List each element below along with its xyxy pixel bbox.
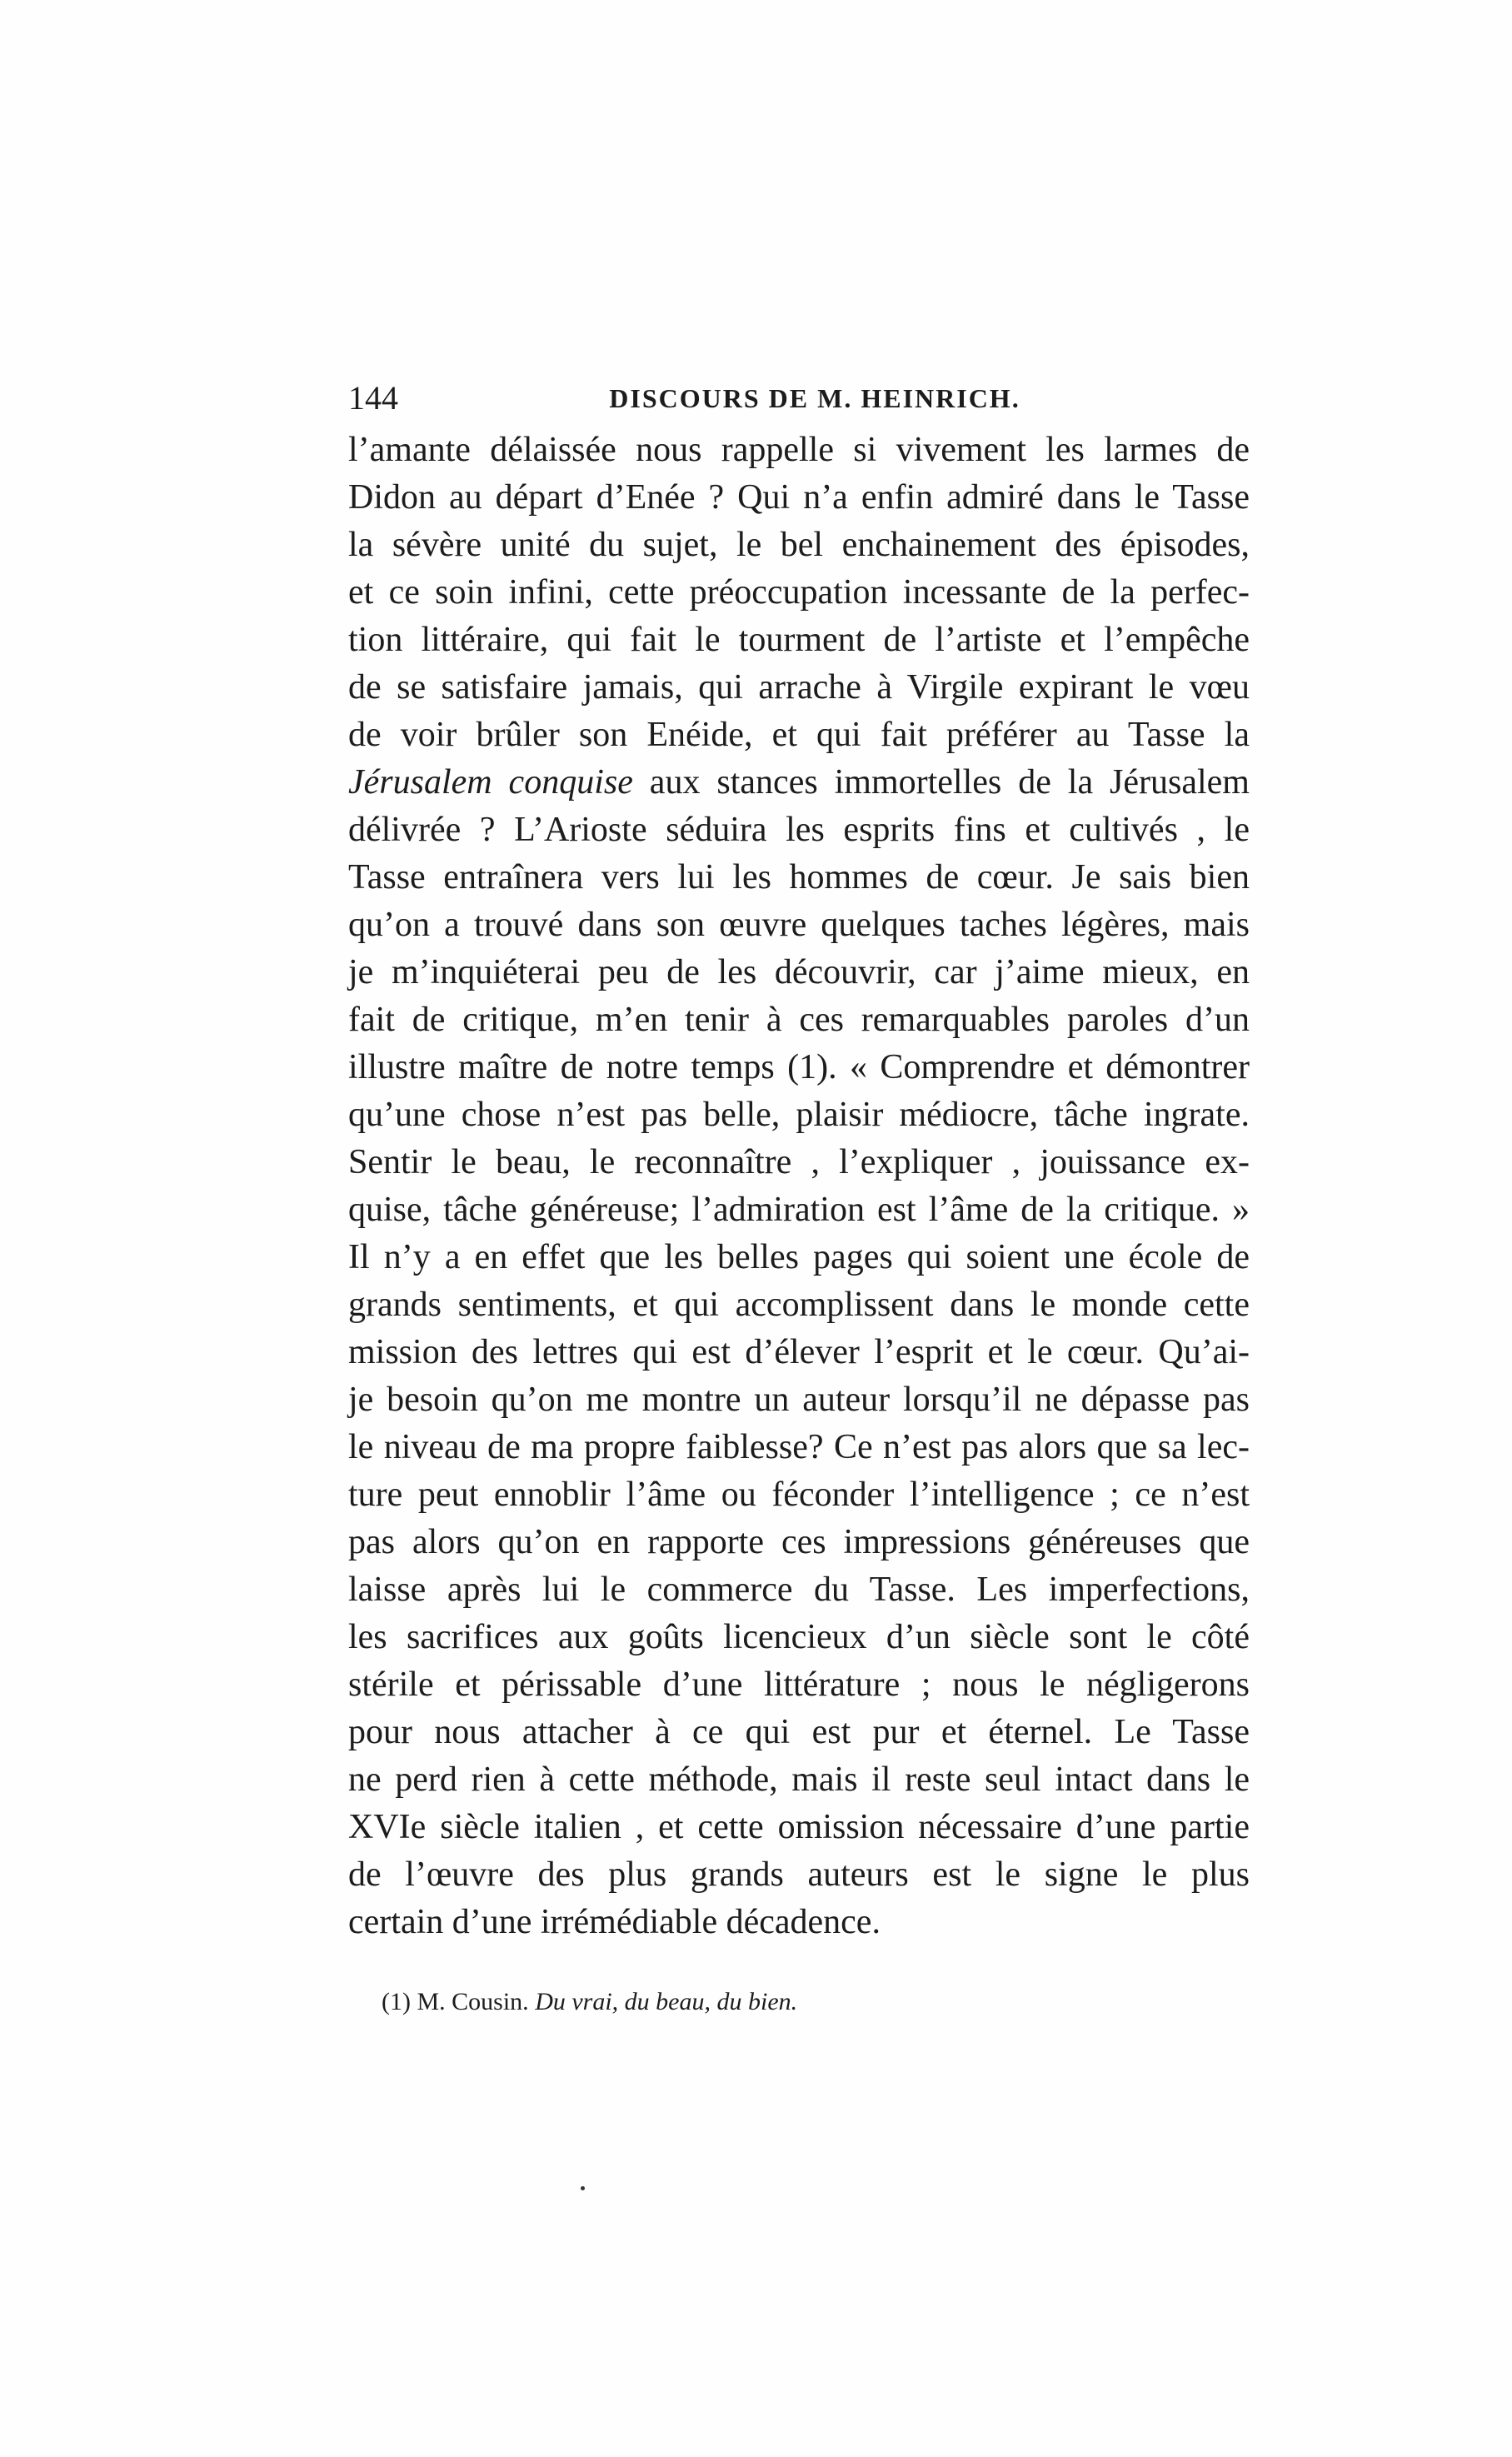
- text-line: et ce soin infini, cette préoccupation incessante de la perfec-: [348, 573, 1250, 612]
- text-line: quise, tâche généreuse; l’admiration est l’âme de la critique. »: [348, 1191, 1250, 1229]
- text-line-rest: aux stances immortelles de la Jérusalem: [632, 763, 1250, 802]
- ink-speck: [581, 2186, 585, 2190]
- text-line: laisse après lui le commerce du Tasse. Les imperfections,: [348, 1571, 1250, 1609]
- italic-title: Jérusalem conquise: [348, 763, 633, 802]
- text-line: illustre maître de notre temps (1). « Comprendre et démontrer: [348, 1048, 1250, 1086]
- text-line: les sacrifices aux goûts licencieux d’un siècle sont le côté: [348, 1618, 1250, 1656]
- page-number: 144: [348, 379, 398, 417]
- footnote-title: Du vrai, du beau, du bien.: [535, 1988, 798, 2015]
- text-line: qu’on a trouvé dans son œuvre quelques taches légères, mais: [348, 906, 1250, 944]
- text-line: fait de critique, m’en tenir à ces remarquables paroles d’un: [348, 1001, 1250, 1039]
- running-head: [348, 373, 1248, 423]
- text-line: l’amante délaissée nous rappelle si vivement les larmes de: [348, 431, 1250, 469]
- running-title: DISCOURS DE M. HEINRICH.: [609, 383, 1020, 413]
- text-line: Didon au départ d’Enée ? Qui n’a enfin admiré dans le Tasse: [348, 478, 1250, 517]
- body-text: [348, 427, 1250, 1946]
- text-line: pas alors qu’on en rapporte ces impressions généreuses que: [348, 1523, 1250, 1561]
- text-line: je m’inquiéterai peu de les découvrir, car j’aime mieux, en: [348, 953, 1250, 991]
- footnote-author: M. Cousin.: [417, 1988, 529, 2015]
- text-line: tion littéraire, qui fait le tourment de l’artiste et l’empêche: [348, 621, 1250, 659]
- text-line: délivrée ? L’Arioste séduira les esprits fins et cultivés , le: [348, 811, 1250, 849]
- footnote-marker: (1): [382, 1988, 411, 2015]
- footnote: [382, 1981, 797, 2023]
- text-line: Il n’y a en effet que les belles pages qui soient une école de: [348, 1238, 1250, 1276]
- text-line: de l’œuvre des plus grands auteurs est le signe le plus: [348, 1855, 1250, 1894]
- text-line: Sentir le beau, le reconnaître , l’expliquer , jouissance ex-: [348, 1143, 1250, 1181]
- text-line: mission des lettres qui est d’élever l’esprit et le cœur. Qu’ai-: [348, 1333, 1250, 1371]
- text-line: grands sentiments, et qui accomplissent dans le monde cette: [348, 1286, 1250, 1324]
- text-line: je besoin qu’on me montre un auteur lorsqu’il ne dépasse pas: [348, 1381, 1250, 1419]
- text-line: [348, 759, 1250, 807]
- text-line: certain d’une irrémédiable décadence.: [348, 1903, 881, 1941]
- text-line: de se satisfaire jamais, qui arrache à Virgile expirant le vœu: [348, 668, 1250, 707]
- text-line: Tasse entraînera vers lui les hommes de cœur. Je sais bien: [348, 858, 1250, 896]
- text-line: de voir brûler son Enéide, et qui fait préférer au Tasse la: [348, 716, 1250, 754]
- text-line: le niveau de ma propre faiblesse? Ce n’est pas alors que sa lec-: [348, 1428, 1250, 1466]
- text-line: ne perd rien à cette méthode, mais il reste seul intact dans le: [348, 1760, 1250, 1799]
- text-line: ture peut ennoblir l’âme ou féconder l’intelligence ; ce n’est: [348, 1476, 1250, 1514]
- text-line: la sévère unité du sujet, le bel enchainement des épisodes,: [348, 526, 1250, 564]
- text-line: XVIe siècle italien , et cette omission nécessaire d’une partie: [348, 1808, 1250, 1846]
- text-line: pour nous attacher à ce qui est pur et éternel. Le Tasse: [348, 1713, 1250, 1751]
- text-line: stérile et périssable d’une littérature ; nous le négligerons: [348, 1665, 1250, 1704]
- text-line: qu’une chose n’est pas belle, plaisir médiocre, tâche ingrate.: [348, 1096, 1250, 1134]
